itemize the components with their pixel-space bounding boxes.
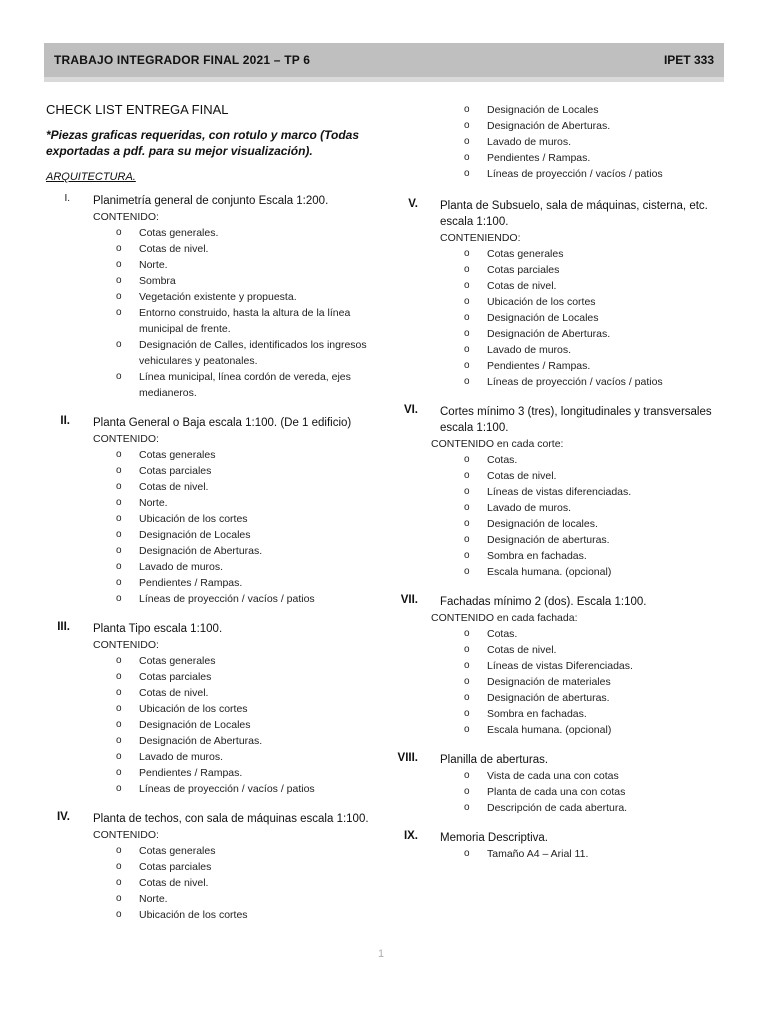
bullet-text: Ubicación de los cortes (139, 909, 248, 921)
bullet-marker: o (116, 481, 122, 492)
checklist-bullet (46, 225, 386, 241)
checklist-bullet (46, 907, 386, 923)
bullet-text: Designación de Locales (139, 719, 251, 731)
item-title: Memoria Descriptiva. (440, 832, 548, 844)
checklist-bullet (46, 891, 386, 907)
bullet-marker: o (464, 312, 470, 323)
bullet-marker: o (116, 909, 122, 920)
checklist-bullet (398, 358, 728, 374)
checklist-bullet (398, 532, 728, 548)
bullet-marker: o (464, 550, 470, 561)
bullet-text: Líneas de proyección / vacíos / patios (139, 593, 315, 605)
bullet-text: Planta de cada una con cotas (487, 786, 626, 798)
checklist-bullet (46, 575, 386, 591)
bullet-text: Ubicación de los cortes (139, 513, 248, 525)
section-heading: ARQUITECTURA. (46, 171, 136, 183)
checklist-bullet (398, 516, 728, 532)
bullet-marker: o (116, 339, 122, 350)
item-content-label: CONTENIDO: (93, 433, 159, 445)
bullet-marker: o (116, 449, 122, 460)
bullet-text: Cotas parciales (139, 465, 212, 477)
checklist-bullet (398, 846, 728, 862)
item-title: Fachadas mínimo 2 (dos). Escala 1:100. (440, 596, 647, 608)
bullet-text: Sombra (139, 275, 176, 287)
bullet-marker: o (116, 671, 122, 682)
item-title: Planimetría general de conjunto Escala 1:200. (93, 195, 329, 207)
bullet-marker: o (464, 692, 470, 703)
bullet-marker: o (116, 497, 122, 508)
bullet-text: Designación de aberturas. (487, 534, 610, 546)
bullet-marker: o (464, 454, 470, 465)
checklist-bullet (46, 559, 386, 575)
bullet-marker: o (116, 719, 122, 730)
document-title: CHECK LIST ENTREGA FINAL (46, 102, 229, 117)
item-content-label: CONTENIENDO: (440, 232, 521, 244)
bullet-text: Lavado de muros. (139, 751, 224, 763)
item-title: Planilla de aberturas. (440, 754, 549, 766)
bullet-text: Cotas parciales (487, 264, 560, 276)
checklist-bullet (398, 564, 728, 580)
checklist-bullet (46, 859, 386, 875)
checklist-bullet (398, 134, 728, 150)
item-bullet-list (46, 653, 386, 797)
checklist-item (398, 830, 728, 862)
bullet-text: Cotas de nivel. (139, 481, 209, 493)
bullet-marker: o (464, 770, 470, 781)
checklist-bullet (46, 781, 386, 797)
bullet-text: Designación de Aberturas. (487, 120, 611, 132)
bullet-marker: o (464, 168, 470, 179)
checklist-bullet (398, 500, 728, 516)
checklist-bullet (46, 273, 386, 289)
bullet-marker: o (116, 243, 122, 254)
bullet-marker: o (464, 566, 470, 577)
checklist-bullet (46, 875, 386, 891)
checklist-bullet (398, 484, 728, 500)
checklist-bullet (46, 733, 386, 749)
bullet-text: Ubicación de los cortes (487, 296, 596, 308)
bullet-marker: o (116, 545, 122, 556)
checklist-bullet (46, 369, 386, 401)
bullet-marker: o (464, 360, 470, 371)
item-content-label: CONTENIDO en cada corte: (431, 438, 564, 450)
checklist-bullet (398, 768, 728, 784)
item-bullet-list (46, 225, 386, 401)
checklist-bullet (398, 674, 728, 690)
checklist-item (398, 198, 728, 390)
checklist-bullet (398, 150, 728, 166)
bullet-text: Lavado de muros. (139, 561, 224, 573)
item-title: Planta de techos, con sala de máquinas escala 1:100. (93, 813, 369, 825)
bullet-text: Líneas de vistas diferenciadas. (487, 486, 632, 498)
bullet-marker: o (116, 529, 122, 540)
bullet-text: Pendientes / Rampas. (139, 577, 243, 589)
checklist-bullet (46, 765, 386, 781)
bullet-marker: o (116, 291, 122, 302)
bullet-text: Norte. (139, 259, 168, 271)
bullet-text: Designación de Calles, identificados los ingresos vehiculares y peatonales. (139, 339, 367, 367)
checklist-bullet (398, 722, 728, 738)
item-number: III. (57, 621, 70, 633)
item-content-label: CONTENIDO: (93, 829, 159, 841)
checklist-bullet (398, 262, 728, 278)
bullet-marker: o (116, 513, 122, 524)
checklist-bullet (398, 342, 728, 358)
checklist-bullet (46, 527, 386, 543)
bullet-text: Designación de materiales (487, 676, 611, 688)
bullet-marker: o (116, 893, 122, 904)
bullet-marker: o (116, 577, 122, 588)
bullet-text: Cotas. (487, 454, 518, 466)
bullet-text: Pendientes / Rampas. (487, 152, 591, 164)
bullet-text: Lavado de muros. (487, 344, 572, 356)
bullet-marker: o (464, 708, 470, 719)
bullet-marker: o (116, 751, 122, 762)
bullet-marker: o (464, 502, 470, 513)
bullet-text: Vegetación existente y propuesta. (139, 291, 297, 303)
checklist-bullet (398, 310, 728, 326)
checklist-bullet (46, 653, 386, 669)
item-content-label: CONTENIDO: (93, 211, 159, 223)
bullet-text: Lavado de muros. (487, 502, 572, 514)
page-header (44, 43, 724, 77)
bullet-marker: o (464, 534, 470, 545)
bullet-marker: o (464, 264, 470, 275)
right-item-list (398, 198, 728, 862)
bullet-marker: o (464, 470, 470, 481)
checklist-item (46, 811, 386, 923)
bullet-text: Cotas de nivel. (139, 243, 209, 255)
checklist-bullet (46, 289, 386, 305)
bullet-text: Cotas de nivel. (487, 280, 557, 292)
bullet-marker: o (464, 280, 470, 291)
bullet-text: Cotas de nivel. (139, 877, 209, 889)
bullet-marker: o (116, 783, 122, 794)
bullet-marker: o (116, 735, 122, 746)
checklist-item (398, 752, 728, 816)
item-content-label: CONTENIDO en cada fachada: (431, 612, 578, 624)
bullet-marker: o (116, 307, 122, 318)
checklist-bullet (398, 374, 728, 390)
bullet-text: Entorno construido, hasta la altura de la línea municipal de frente. (139, 307, 351, 335)
checklist-bullet (46, 257, 386, 273)
bullet-marker: o (116, 687, 122, 698)
checklist-bullet (398, 626, 728, 642)
item-number: VIII. (397, 752, 418, 764)
checklist-bullet (398, 452, 728, 468)
checklist-bullet (46, 543, 386, 559)
item-number: I. (64, 193, 70, 204)
bullet-marker: o (116, 465, 122, 476)
item-bullet-list (398, 626, 728, 738)
checklist-bullet (398, 548, 728, 564)
right-column (398, 102, 728, 876)
bullet-marker: o (464, 344, 470, 355)
bullet-marker: o (464, 486, 470, 497)
bullet-marker: o (464, 152, 470, 163)
bullet-text: Norte. (139, 893, 168, 905)
checklist-bullet (46, 241, 386, 257)
header-title: TRABAJO INTEGRADOR FINAL 2021 – TP 6 (54, 53, 311, 67)
bullet-marker: o (464, 644, 470, 655)
checklist-bullet (46, 479, 386, 495)
bullet-text: Cotas generales (139, 655, 216, 667)
item-number: II. (60, 415, 70, 427)
bullet-marker: o (116, 861, 122, 872)
bullet-text: Cotas generales (487, 248, 564, 260)
bullet-text: Tamaño A4 – Arial 11. (487, 848, 589, 860)
bullet-text: Norte. (139, 497, 168, 509)
checklist-bullet (46, 447, 386, 463)
checklist-bullet (46, 495, 386, 511)
bullet-marker: o (464, 660, 470, 671)
continued-bullet-list (398, 102, 728, 182)
bullet-marker: o (116, 767, 122, 778)
bullet-marker: o (464, 248, 470, 259)
bullet-text: Descripción de cada abertura. (487, 802, 628, 814)
item-title: Planta de Subsuelo, sala de máquinas, cisterna, etc. escala 1:100. (440, 200, 708, 228)
item-bullet-list (398, 846, 728, 862)
bullet-marker: o (464, 296, 470, 307)
checklist-bullet (398, 278, 728, 294)
bullet-text: Cotas parciales (139, 671, 212, 683)
item-number: IV. (56, 811, 70, 823)
bullet-text: Lavado de muros. (487, 136, 572, 148)
bullet-marker: o (116, 371, 122, 382)
checklist-bullet (46, 463, 386, 479)
bullet-text: Designación de aberturas. (487, 692, 610, 704)
checklist-bullet (46, 701, 386, 717)
checklist-bullet (46, 669, 386, 685)
bullet-marker: o (464, 724, 470, 735)
checklist-bullet (398, 294, 728, 310)
bullet-text: Líneas de proyección / vacíos / patios (487, 376, 663, 388)
checklist-bullet (398, 468, 728, 484)
bullet-text: Designación de Aberturas. (487, 328, 611, 340)
bullet-marker: o (116, 845, 122, 856)
bullet-marker: o (464, 802, 470, 813)
item-number: VI. (403, 404, 418, 416)
checklist-bullet (46, 511, 386, 527)
bullet-text: Cotas de nivel. (139, 687, 209, 699)
checklist-bullet (398, 326, 728, 342)
item-number: V. (408, 198, 418, 210)
bullet-text: Designación de Locales (487, 104, 599, 116)
bullet-marker: o (464, 518, 470, 529)
bullet-marker: o (116, 259, 122, 270)
bullet-text: Cotas generales. (139, 227, 219, 239)
bullet-text: Designación de Locales (487, 312, 599, 324)
bullet-text: Sombra en fachadas. (487, 550, 587, 562)
checklist-item (46, 193, 386, 401)
checklist-item (46, 621, 386, 797)
bullet-text: Vista de cada una con cotas (487, 770, 619, 782)
bullet-text: Pendientes / Rampas. (139, 767, 243, 779)
bullet-text: Cotas. (487, 628, 518, 640)
bullet-marker: o (116, 703, 122, 714)
bullet-text: Líneas de vistas Diferenciadas. (487, 660, 633, 672)
item-title: Cortes mínimo 3 (tres), longitudinales y transversales escala 1:100. (440, 406, 712, 434)
bullet-marker: o (116, 275, 122, 286)
checklist-bullet (398, 658, 728, 674)
bullet-marker: o (464, 786, 470, 797)
bullet-text: Designación de Aberturas. (139, 545, 263, 557)
header-underline (44, 77, 724, 82)
checklist-bullet (398, 690, 728, 706)
item-bullet-list (398, 246, 728, 390)
checklist-item (46, 415, 386, 607)
checklist-item (398, 404, 728, 580)
checklist-bullet (398, 166, 728, 182)
bullet-marker: o (116, 227, 122, 238)
bullet-text: Designación de Aberturas. (139, 735, 263, 747)
bullet-text: Cotas parciales (139, 861, 212, 873)
checklist-bullet (46, 843, 386, 859)
item-title: Planta Tipo escala 1:100. (93, 623, 223, 635)
bullet-text: Línea municipal, línea cordón de vereda, ejes medianeros. (139, 371, 351, 399)
checklist-bullet (46, 717, 386, 733)
checklist-item (398, 594, 728, 738)
checklist-bullet (46, 749, 386, 765)
bullet-marker: o (464, 120, 470, 131)
item-content-label: CONTENIDO: (93, 639, 159, 651)
checklist-bullet (46, 337, 386, 369)
item-bullet-list (46, 843, 386, 923)
page-number: 1 (378, 948, 385, 960)
bullet-marker: o (464, 104, 470, 115)
checklist-bullet (398, 118, 728, 134)
item-title: Planta General o Baja escala 1:100. (De 1 edificio) (93, 417, 352, 429)
bullet-text: Cotas generales (139, 845, 216, 857)
checklist-bullet (46, 685, 386, 701)
bullet-text: Designación de Locales (139, 529, 251, 541)
checklist-bullet (46, 591, 386, 607)
item-number: IX. (403, 830, 418, 842)
item-bullet-list (46, 447, 386, 607)
item-number: VII. (400, 594, 418, 606)
bullet-marker: o (116, 655, 122, 666)
bullet-text: Cotas de nivel. (487, 470, 557, 482)
bullet-marker: o (116, 593, 122, 604)
bullet-marker: o (464, 376, 470, 387)
bullet-marker: o (116, 561, 122, 572)
bullet-text: Cotas generales (139, 449, 216, 461)
continued-item (398, 102, 728, 182)
checklist-bullet (46, 305, 386, 337)
header-code: IPET 333 (663, 53, 714, 67)
checklist-bullet (398, 784, 728, 800)
bullet-text: Designación de locales. (487, 518, 598, 530)
bullet-text: Líneas de proyección / vacíos / patios (139, 783, 315, 795)
item-bullet-list (398, 452, 728, 580)
bullet-text: Cotas de nivel. (487, 644, 557, 656)
checklist-bullet (398, 800, 728, 816)
checklist-bullet (398, 642, 728, 658)
document-subtitle: *Piezas graficas requeridas, con rotulo y marco (Todas exportadas a pdf. para su mejor visualización). (46, 128, 359, 158)
checklist-bullet (398, 706, 728, 722)
left-column (46, 100, 386, 937)
bullet-marker: o (464, 848, 470, 859)
bullet-marker: o (464, 676, 470, 687)
bullet-text: Pendientes / Rampas. (487, 360, 591, 372)
bullet-text: Sombra en fachadas. (487, 708, 587, 720)
checklist-bullet (398, 246, 728, 262)
bullet-marker: o (464, 136, 470, 147)
item-bullet-list (398, 768, 728, 816)
bullet-marker: o (116, 877, 122, 888)
bullet-text: Escala humana. (opcional) (487, 724, 612, 736)
bullet-marker: o (464, 628, 470, 639)
bullet-text: Ubicación de los cortes (139, 703, 248, 715)
bullet-marker: o (464, 328, 470, 339)
checklist-bullet (398, 102, 728, 118)
bullet-text: Líneas de proyección / vacíos / patios (487, 168, 663, 180)
left-item-list (46, 193, 386, 923)
bullet-text: Escala humana. (opcional) (487, 566, 612, 578)
